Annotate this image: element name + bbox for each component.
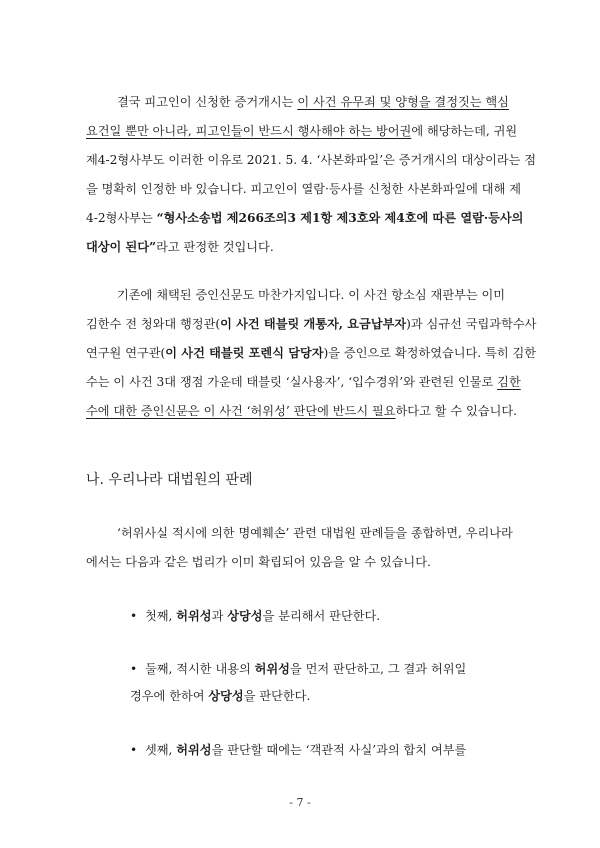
bullet-marker: •: [130, 609, 138, 623]
paragraph-1-line-2: 요건일 뿐만 아니라, 피고인들이 반드시 행사해야 하는 방어권에 해당하는데, 귀원: [86, 124, 518, 138]
paragraph-1-line-3: 제4-2형사부도 이러한 이유로 2021. 5. 4. ‘사본화파일’은 증거개시의 대상이라는 점: [86, 153, 537, 167]
paragraph-3-line-2: 에서는 다음과 같은 법리가 이미 확립되어 있음을 알 수 있습니다.: [86, 555, 431, 569]
bullet-item-3: • 셋째, 허위성을 판단할 때에는 ‘객관적 사실’과의 합치 여부를: [130, 743, 467, 757]
paragraph-3-line-1: ‘허위사실 적시에 의한 명예훼손’ 관련 대법원 판례들을 종합하면, 우리나라: [117, 526, 513, 540]
bullet-marker: •: [130, 662, 138, 676]
bullet-item-2-continuation: 경우에 한하여 상당성을 판단한다.: [130, 689, 311, 703]
page-number: - 7 -: [289, 796, 311, 809]
paragraph-2-line-1: 기존에 채택된 증인신문도 마찬가지입니다. 이 사건 항소심 재판부는 이미: [117, 288, 506, 302]
paragraph-1-line-4: 을 명확히 인정한 바 있습니다. 피고인이 열람·등사를 신청한 사본화파일에 대해 제: [86, 182, 522, 196]
paragraph-2-line-4: 수는 이 사건 3대 쟁점 가운데 태블릿 ‘실사용자’, ‘입수경위’와 관련된 인물로 김한: [86, 375, 521, 389]
paragraph-1-line-1: 결국 피고인이 신청한 증거개시는 이 사건 유무죄 및 양형을 결정짓는 핵심: [117, 95, 509, 109]
bullet-marker: •: [130, 743, 138, 757]
paragraph-2-line-5: 수에 대한 증인신문은 이 사건 ‘허위성’ 판단에 반드시 필요하다고 할 수 있습니다.: [86, 404, 517, 418]
bullet-item-1: • 첫째, 허위성과 상당성을 분리해서 판단한다.: [130, 609, 381, 623]
section-heading: 나. 우리나라 대법원의 판례: [86, 472, 253, 488]
paragraph-2-line-3: 연구원 연구관(이 사건 태블릿 포렌식 담당자)을 증인으로 확정하였습니다. 특히 김한: [86, 346, 537, 360]
paragraph-2-line-2: 김한수 전 청와대 행정관(이 사건 태블릿 개통자, 요금납부자)과 심규선 국립과학수사: [86, 317, 537, 331]
paragraph-1-line-5: 4-2형사부는 “형사소송법 제266조의3 제1항 제3호와 제4호에 따른 열람·등사의: [86, 211, 524, 225]
bullet-item-2: • 둘째, 적시한 내용의 허위성을 먼저 판단하고, 그 결과 허위일: [130, 662, 467, 676]
paragraph-1-line-6: 대상이 된다”라고 판정한 것입니다.: [86, 240, 274, 254]
